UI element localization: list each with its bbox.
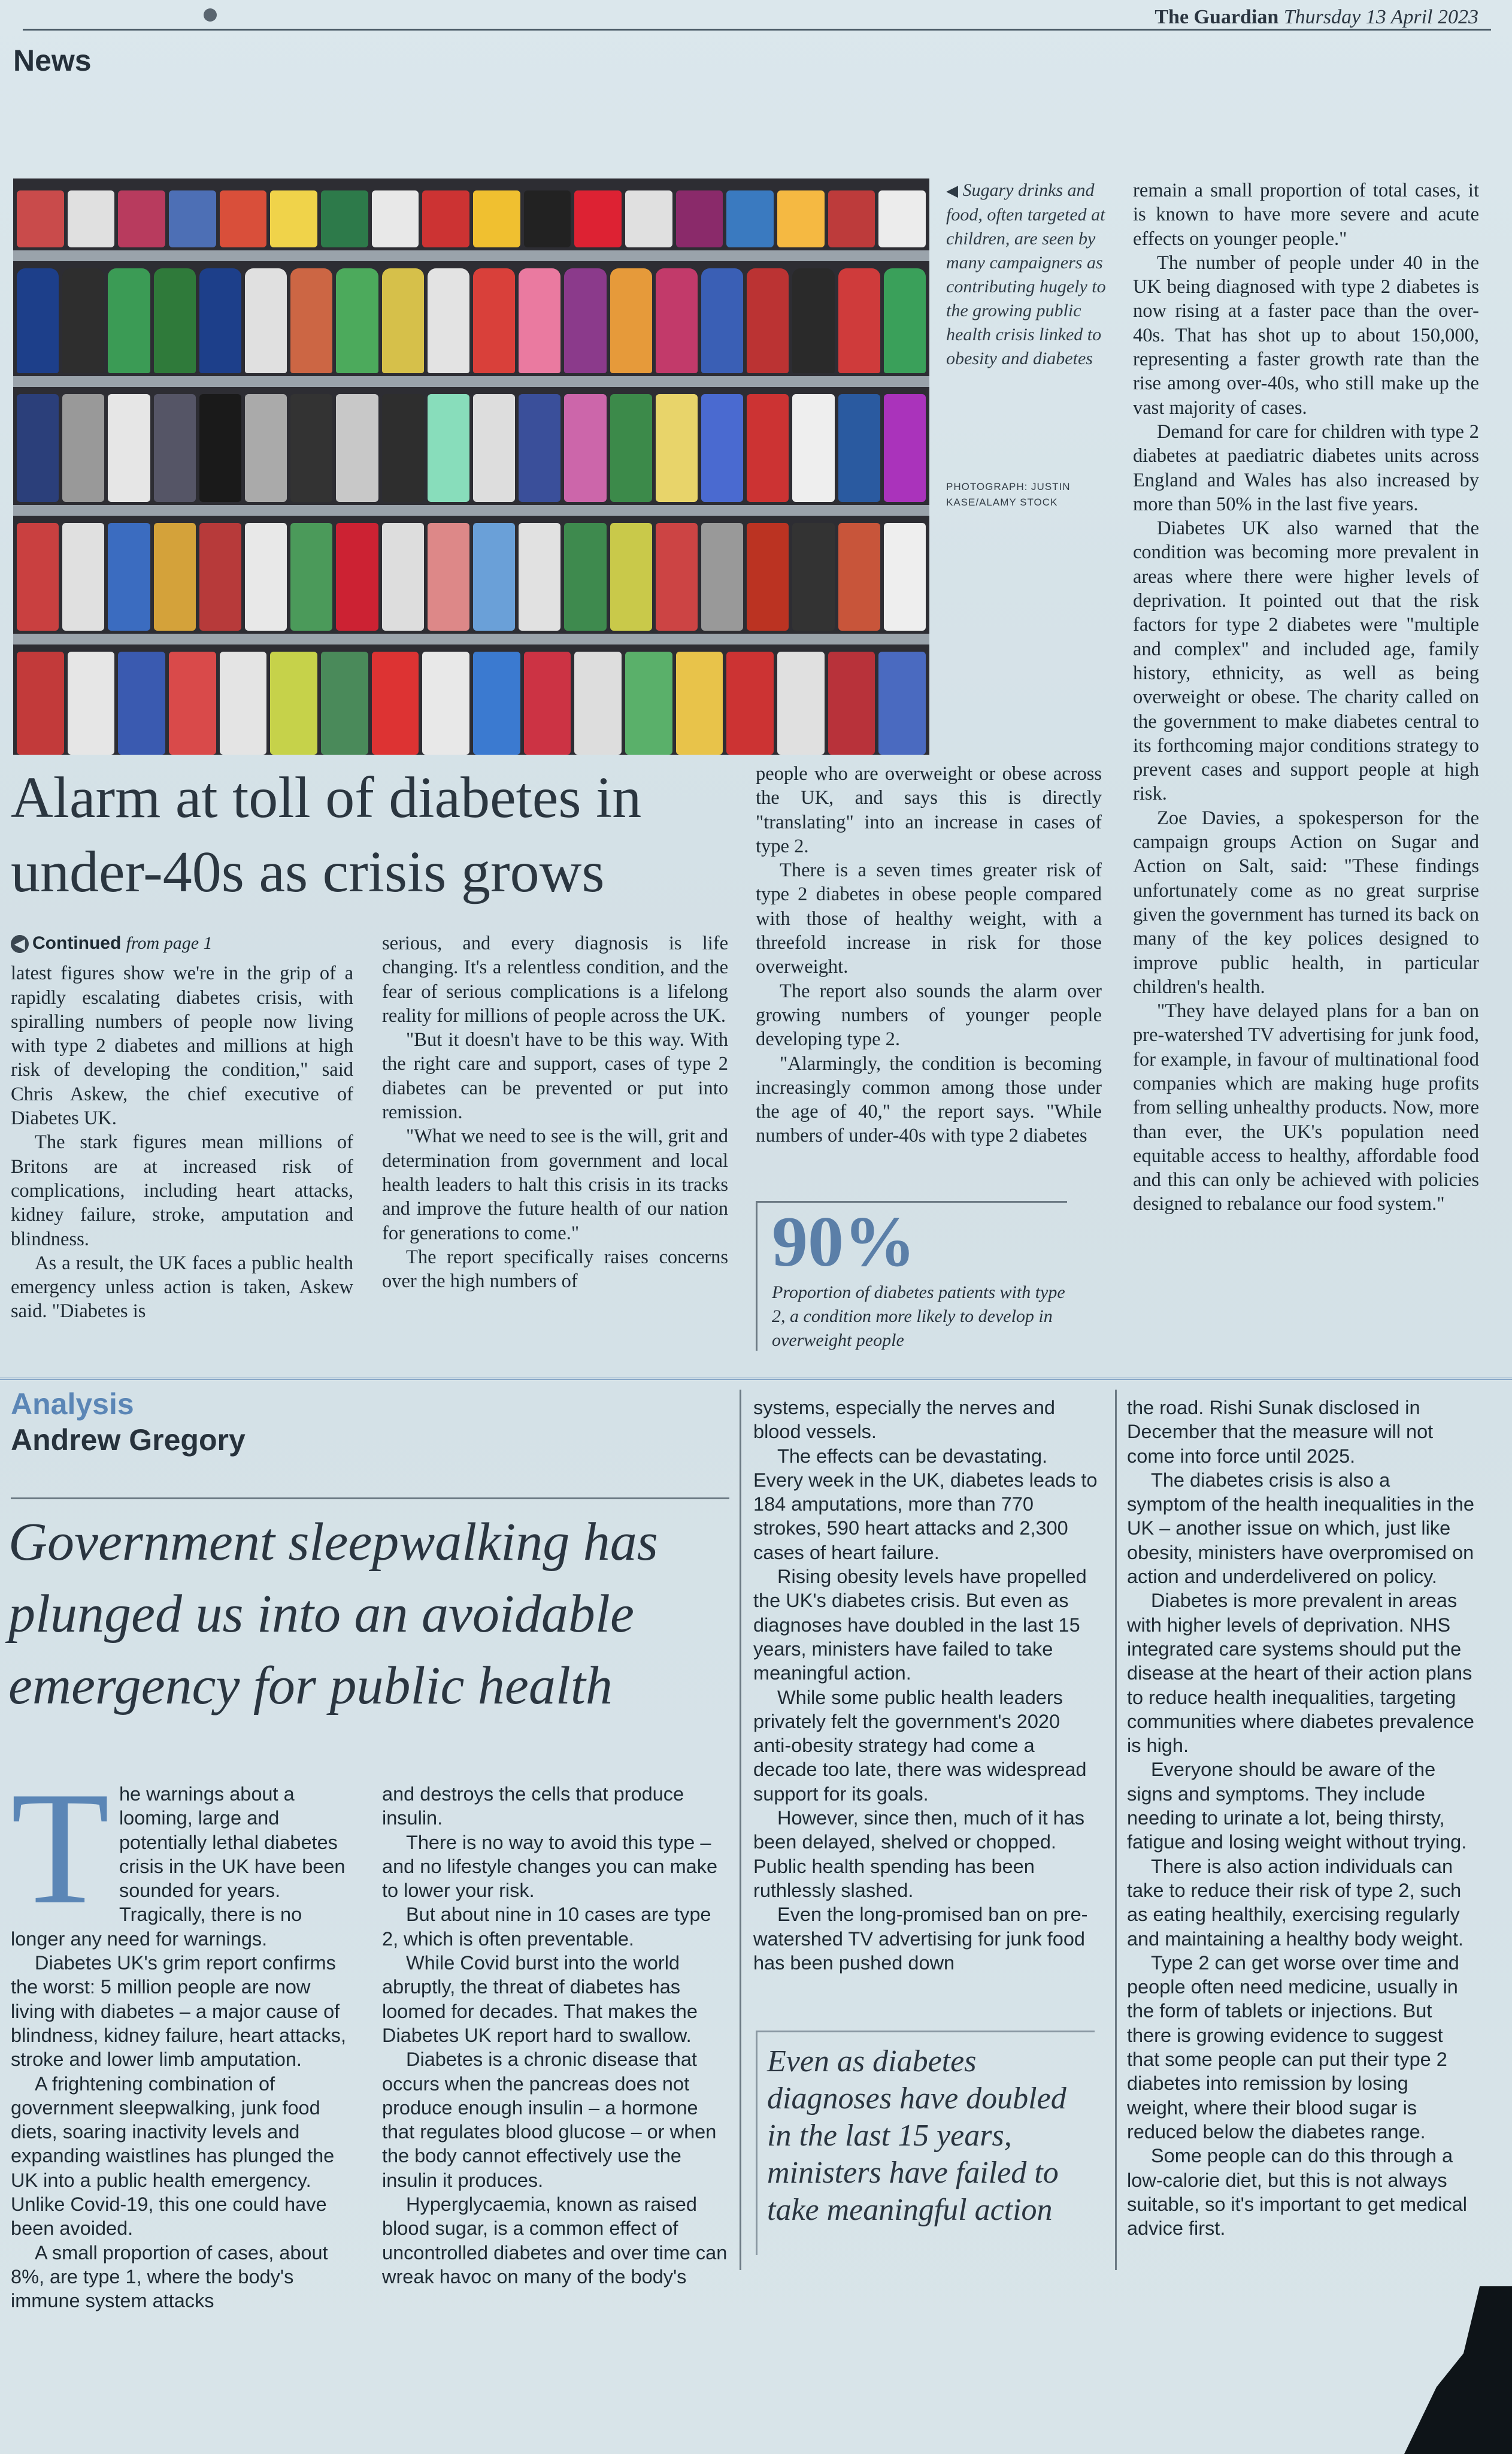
story-divider — [0, 1378, 1512, 1380]
paragraph: "Alarmingly, the condition is becoming increasingly common among those under the age of 40," the report says. "While numbers of under-40s with type 2 diabetes — [756, 1052, 1102, 1147]
pull-quote-text: Even as diabetes diagnoses have doubled in the last 15 years, ministers have failed to take meaningful action — [767, 2044, 1066, 2227]
drop-cap: T — [11, 1759, 110, 1938]
paragraph: Hyperglycaemia, known as raised blood sugar, is a common effect of uncontrolled diabetes and over time can wreak havoc on many of the body's — [382, 2193, 728, 2287]
paragraph: "What we need to see is the will, grit and determination from government and local health leaders to halt this crisis in its tracks and improve the future health of our nation for generations to come." — [382, 1125, 728, 1244]
paragraph: Some people can do this through a low-calorie diet, but this is not always suitable, so it's important to get medical advice first. — [1127, 2145, 1468, 2240]
caption-arrow-icon: ◀ — [946, 182, 958, 199]
article-column-2 — [382, 931, 728, 1293]
paragraph: Demand for care for children with type 2 diabetes at paediatric diabetes units across England and Wales has also increased by more than 50% in the last five years. — [1133, 420, 1479, 515]
analysis-headline: Government sleepwalking has plunged us into an avoidable emergency for public health — [8, 1512, 658, 1715]
analysis-column-4 — [1127, 1396, 1474, 2240]
continued-marker — [11, 931, 353, 955]
paragraph: Zoe Davies, a spokesperson for the campaign groups Action on Sugar and Action on Salt, said: "These findings unfortunately come as no great surprise given the government has turned its back on many of the key polices designed to improve public health, in particular children's health. — [1133, 807, 1479, 998]
shelf-row-top — [13, 190, 929, 247]
paragraph: While some public health leaders privately felt the government's 2020 anti-obesity strategy had come a decade too late, there was widespread support for its goals. — [753, 1686, 1087, 1805]
paragraph: Diabetes is a chronic disease that occurs when the pancreas does not produce enough insulin – a hormone that regulates blood glucose – or when the body cannot effectively use the insulin it produces. — [382, 2048, 717, 2191]
paragraph: As a result, the UK faces a public health emergency unless action is taken, Askew said. "Diabetes is — [11, 1252, 353, 1323]
shelf-divider — [13, 250, 929, 261]
masthead — [1155, 6, 1478, 29]
paragraph: and destroys the cells that produce insulin. — [382, 1783, 684, 1829]
paragraph: Even the long-promised ban on pre-watershed TV advertising for junk food has been pushed down — [753, 1904, 1088, 1974]
column-rule — [740, 1390, 741, 2270]
pull-quote — [756, 2031, 1095, 2255]
shelf-row-bottles — [13, 268, 929, 373]
analysis-column-2 — [382, 1782, 728, 2289]
analysis-label: Analysis — [11, 1387, 134, 1421]
shelf-divider — [13, 505, 929, 516]
paragraph: serious, and every diagnosis is life changing. It's a relentless condition, and the fear of serious complications is a lifelong reality for millions of people across the UK. — [382, 933, 728, 1027]
stat-value: 90% — [772, 1202, 916, 1281]
column-rule — [1115, 1390, 1117, 2270]
paragraph: Diabetes UK also warned that the condition was becoming more prevalent in areas where there were higher levels of deprivation. It pointed out that the risk factors for type 2 diabetes were "multiple and complex" and included age, family history, ethnicity, as well as being overweight or obese. The charity called on the government to make diabetes central to its forthcoming major conditions strategy to prevent cases and support people at high risk. — [1133, 518, 1479, 805]
paragraph: the road. Rishi Sunak disclosed in December that the measure will not come into force until 2025. — [1127, 1397, 1434, 1467]
paragraph: Type 2 can get worse over time and people often need medicine, usually in the form of tablets or injections. But there is growing evidence to suggest that some people can put their type 2 diabetes into remission by losing weight, where their blood sugar is reduced below the diabetes range. — [1127, 1951, 1459, 2143]
shelf-divider — [13, 634, 929, 644]
analysis-column-3 — [753, 1396, 1099, 1975]
paragraph: The effects can be devastating. Every week in the UK, diabetes leads to 184 amputations, more than 770 strokes, 590 heart attacks and 2,300 cases of heart failure. — [753, 1445, 1098, 1563]
paragraph: A small proportion of cases, about 8%, are type 1, where the body's immune system attacks — [11, 2241, 328, 2312]
article-column-1 — [11, 931, 353, 1324]
article-column-4 — [1133, 178, 1479, 1217]
continued-label: Continued — [32, 933, 122, 953]
author-byline: Andrew Gregory — [11, 1423, 246, 1457]
shelf-row-cans — [13, 523, 929, 631]
headline-rule — [11, 1497, 729, 1499]
torn-corner — [1404, 2286, 1512, 2454]
paragraph: latest figures show we're in the grip of a rapidly escalating diabetes crisis, with spiralling numbers of people now living with type 2 diabetes and millions at high risk of developing the condition," said Chris Askew, the chief executive of Diabetes UK. — [11, 963, 353, 1130]
paragraph: But about nine in 10 cases are type 2, which is often preventable. — [382, 1904, 711, 1950]
shelf-row-bottom — [13, 652, 929, 755]
masthead-paper: The Guardian — [1155, 6, 1279, 28]
stat-description: Proportion of diabetes patients with type 2, a condition more likely to develop in overweight people — [772, 1282, 1065, 1350]
paragraph: The stark figures mean millions of Britons are at increased risk of complications, including heart attacks, kidney failure, stroke, amputation and blindness. — [11, 1131, 353, 1250]
article-column-3 — [756, 762, 1102, 1148]
paragraph: "But it doesn't have to be this way. With the right care and support, cases of type 2 diabetes can be prevented or put into remission. — [382, 1029, 728, 1124]
paragraph-text: he warnings about a looming, large and potentially lethal diabetes crisis in the UK have been sounded for years. Tragically, there is no longer any need for warnings. — [11, 1783, 346, 1950]
paragraph: The number of people under 40 in the UK being diagnosed with type 2 diabetes is now rising at a faster pace than the over-40s. That has shot up to about 150,000, representing a faster growth rate than the rise among over-40s, who still make up the vast majority of cases. — [1133, 252, 1479, 419]
paragraph — [11, 1759, 357, 1951]
caption-text: Sugary drinks and food, often targeted at children, are seen by many campaigners as contributing hugely to the growing public health crisis linked to obesity and diabetes — [946, 180, 1106, 368]
drinks-shelf-photo — [13, 178, 929, 755]
paragraph: There is also action individuals can take to reduce their risk of type 2, such as eating healthily, exercising regularly and maintaining a healthy body weight. — [1127, 1855, 1463, 1950]
top-rule — [23, 29, 1491, 31]
paragraph: While Covid burst into the world abruptly, the threat of diabetes has loomed for decades. That makes the Diabetes UK report hard to swallow. — [382, 1952, 698, 2046]
continued-from: from page 1 — [126, 933, 213, 953]
stat-callout — [756, 1201, 1067, 1351]
paragraph: The diabetes crisis is also a symptom of the health inequalities in the UK – another issue on which, just like obesity, ministers have overpromised on action and underdelivered on policy. — [1127, 1469, 1474, 1588]
punch-hole — [204, 8, 217, 22]
shelf-divider — [13, 376, 929, 387]
shelf-row-energy — [13, 394, 929, 502]
back-arrow-icon: ◀ — [11, 935, 29, 953]
paragraph: Diabetes UK's grim report confirms the worst: 5 million people are now living with diabetes – a major cause of blindness, kidney failure, heart attacks, stroke and lower limb amputation. — [11, 1952, 347, 2071]
paragraph: There is no way to avoid this type – and no lifestyle changes you can make to lower your risk. — [382, 1831, 718, 1902]
photo-caption — [946, 178, 1108, 371]
paragraph: However, since then, much of it has been delayed, shelved or chopped. Public health spending has been ruthlessly slashed. — [753, 1807, 1085, 1901]
paragraph: Rising obesity levels have propelled the UK's diabetes crisis. But even as diagnoses have doubled in the last 15 years, ministers have failed to take meaningful action. — [753, 1566, 1087, 1684]
section-label: News — [13, 44, 92, 77]
paragraph: The report specifically raises concerns over the high numbers of — [382, 1246, 728, 1293]
paragraph: people who are overweight or obese across the UK, and says this is directly "translating" into an increase in cases of type 2. — [756, 763, 1102, 857]
article-headline: Alarm at toll of diabetes in under-40s as crisis grows — [11, 765, 642, 904]
paragraph: Everyone should be aware of the signs and symptoms. They include needing to urinate a lot, being thirsty, fatigue and losing weight without trying. — [1127, 1759, 1467, 1853]
photo-credit: PHOTOGRAPH: JUSTIN KASE/ALAMY STOCK — [946, 481, 1071, 508]
paragraph: A frightening combination of government sleepwalking, junk food diets, soaring inactivity levels and expanding waistlines has plunged the UK into a public health emergency. Unlike Covid-19, this one could have been avoided. — [11, 2072, 335, 2240]
paragraph: "They have delayed plans for a ban on pre-watershed TV advertising for junk food, for example, in favour of multinational food companies which are making huge profits from selling unhealthy products. Now, more than ever, the UK's population need equitable access to healthy, affordable food and this can only be achieved with policies designed to rebalance our food system." — [1133, 1000, 1479, 1215]
paragraph: systems, especially the nerves and blood vessels. — [753, 1397, 1055, 1443]
masthead-date: Thursday 13 April 2023 — [1283, 6, 1478, 28]
analysis-column-1 — [11, 1759, 357, 2313]
paragraph: The report also sounds the alarm over growing numbers of younger people developing type 2. — [756, 980, 1102, 1051]
paragraph: remain a small proportion of total cases, it is known to have more severe and acute effects on younger people." — [1133, 180, 1479, 250]
paragraph: Diabetes is more prevalent in areas with higher levels of deprivation. NHS integrated care systems should put the disease at the heart of their action plans to reduce health inequalities, targeting communities where diabetes prevalence is high. — [1127, 1590, 1474, 1757]
paragraph: There is a seven times greater risk of type 2 diabetes in obese people compared with those of healthy weight, with a threefold increase in risk for those overweight. — [756, 860, 1102, 978]
